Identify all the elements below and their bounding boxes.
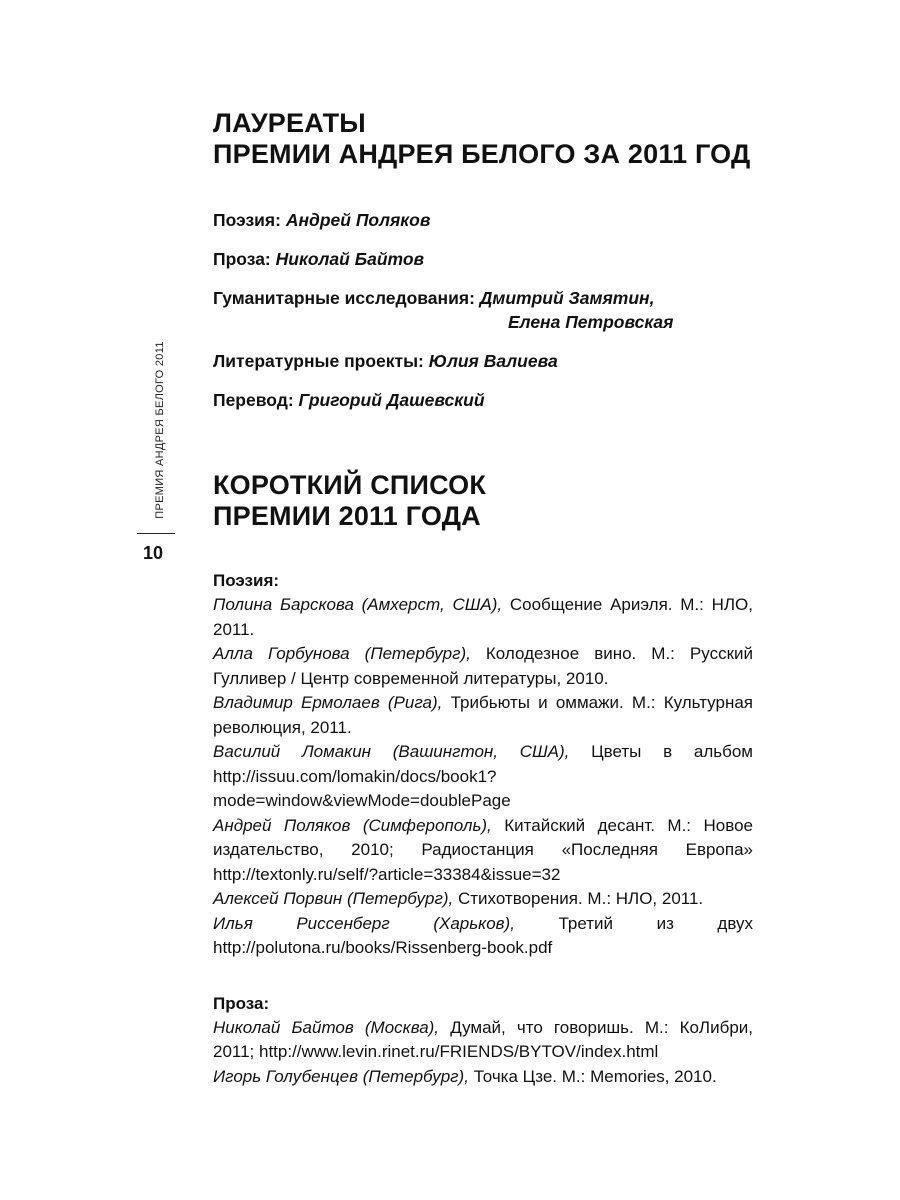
shortlist-entry	[213, 814, 753, 888]
shortlist-poetry	[213, 568, 753, 961]
laureate-name: Николай Байтов	[275, 249, 425, 269]
laureates-title	[213, 108, 753, 170]
laureate-label: Литературные проекты:	[213, 351, 424, 371]
category-title: Поэзия:	[213, 571, 280, 590]
shortlist-entry	[213, 1065, 753, 1090]
entry-author: Илья Риссенберг (Харьков),	[213, 913, 515, 933]
entry-author: Василий Ломакин (Вашингтон, США),	[213, 742, 570, 761]
laureate-name: Дмитрий Замятин,	[479, 288, 655, 308]
entry-text: Думай, что говоришь. М.: КоЛибри, 2011; http://www.levin.rinet.ru/FRIENDS/BYTOV/index.html	[213, 1017, 753, 1061]
shortlist-title-line1: КОРОТКИЙ СПИСОК	[213, 470, 487, 500]
shortlist-prose	[213, 991, 753, 1090]
entry-author: Алла Горбунова (Петербург),	[213, 644, 471, 663]
laureate-label: Поэзия:	[213, 210, 281, 230]
entry-text: Колодезное вино. М.: Русский Гулливер / Центр современной литературы, 2010.	[213, 644, 753, 688]
laureate-item	[213, 349, 753, 373]
shortlist-entry	[213, 593, 753, 642]
entry-author: Андрей Поляков (Симферополь),	[213, 815, 492, 835]
laureate-label: Гуманитарные исследования:	[213, 288, 475, 308]
laureate-item	[213, 388, 753, 412]
category-title: Проза:	[213, 993, 270, 1013]
shortlist-title	[213, 470, 753, 532]
entry-text: Цветы в альбом http://issuu.com/lomakin/docs/book1?mode=window&viewMode=doublePage	[213, 742, 753, 810]
laureate-name: Григорий Дашевский	[298, 390, 485, 410]
shortlist-entry	[213, 740, 753, 814]
entry-text: Китайский десант. М.: Новое издательство, 2010; Радиостанция «Последняя Европа» http://textonly.ru/self/?article=33384&issue=32	[213, 815, 753, 884]
laureate-name: Андрей Поляков	[285, 210, 431, 230]
laureate-item	[213, 286, 753, 334]
entry-text: Трибьюты и оммажи. М.: Культурная революция, 2011.	[213, 693, 753, 737]
laureates-title-line1: ЛАУРЕАТЫ	[213, 108, 366, 138]
margin-divider	[137, 533, 175, 534]
entry-text: Третий из двух http://polutona.ru/books/Rissenberg-book.pdf	[213, 913, 754, 957]
entry-text: Точка Цзе. М.: Memories, 2010.	[473, 1066, 717, 1086]
shortlist-entry	[213, 691, 753, 740]
laureate-item	[213, 208, 753, 232]
entry-author: Полина Барскова (Амхерст, США),	[213, 595, 503, 614]
laureate-name: Юлия Валиева	[428, 351, 558, 371]
shortlist-entry	[213, 912, 753, 961]
entry-text: Стихотворения. М.: НЛО, 2011.	[457, 889, 704, 908]
laureate-item	[213, 247, 753, 271]
shortlist-entry	[213, 1016, 753, 1065]
entry-author: Владимир Ермолаев (Рига),	[213, 693, 443, 712]
laureate-label: Проза:	[213, 249, 271, 269]
page-number: 10	[143, 543, 164, 563]
page-content	[213, 108, 753, 1089]
entry-author: Николай Байтов (Москва),	[213, 1017, 440, 1037]
laureate-label: Перевод:	[213, 390, 294, 410]
laureates-title-line2: ПРЕМИИ АНДРЕЯ БЕЛОГО ЗА 2011 ГОД	[213, 139, 751, 169]
entry-text: Сообщение Ариэля. М.: НЛО, 2011.	[213, 595, 753, 639]
entry-author: Алексей Порвин (Петербург),	[213, 889, 454, 908]
shortlist-entry	[213, 887, 753, 912]
laureate-name-second: Елена Петровская	[508, 312, 674, 332]
running-title: ПРЕМИЯ АНДРЕЯ БЕЛОГО 2011	[154, 341, 166, 519]
shortlist-entry	[213, 642, 753, 691]
shortlist-title-line2: ПРЕМИИ 2011 ГОДА	[213, 501, 481, 531]
laureates-list	[213, 208, 753, 412]
entry-author: Игорь Голубенцев (Петербург),	[213, 1066, 469, 1086]
